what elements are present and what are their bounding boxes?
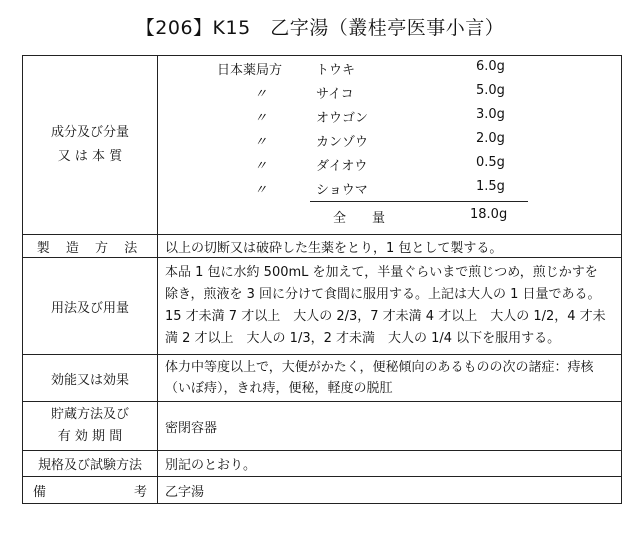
total-amount: 18.0g — [470, 207, 508, 222]
composition-label-line1: 成分及び分量 — [50, 125, 129, 140]
specification-value: 別記のとおり。 — [158, 451, 622, 477]
specification-row — [23, 451, 622, 477]
ingredient-name: カンゾウ — [316, 135, 369, 150]
ingredient-amount: 2.0g — [476, 131, 505, 146]
ingredient-list — [158, 56, 621, 234]
page-title: 【206】K15 乙字湯（叢桂亭医事小言） — [135, 17, 505, 39]
remarks-label — [23, 477, 158, 504]
remarks-value: 乙字湯 — [158, 477, 622, 504]
composition-value — [158, 56, 622, 235]
ingredient-name: ダイオウ — [316, 159, 368, 174]
ingredient-row — [158, 59, 621, 81]
manufacturing-value: 以上の切断又は破砕した生薬をとり，1 包として製する。 — [158, 235, 622, 258]
total-label: 全 量 — [333, 211, 386, 226]
ingredient-name: オウゴン — [316, 111, 369, 126]
total-row — [158, 207, 621, 229]
ditto-mark: 〃 — [254, 135, 268, 150]
ditto-mark: 〃 — [254, 111, 268, 126]
storage-label-line1: 貯蔵方法及び — [50, 407, 129, 422]
ditto-mark: 〃 — [254, 159, 268, 174]
composition-label — [23, 56, 158, 235]
efficacy-line: 体力中等度以上で，大便がかたく，便秘傾向のあるものの次の諸症：痔核 — [165, 360, 594, 375]
efficacy-value — [158, 355, 622, 402]
ingredient-amount: 5.0g — [476, 83, 505, 98]
ingredient-name: ショウマ — [316, 183, 368, 198]
storage-label — [23, 402, 158, 451]
usage-line: 満 2 才以上 大人の 1/3，2 才未満 大人の 1/4 以下を服用する。 — [165, 331, 561, 346]
efficacy-line: （いぼ痔），きれ痔，便秘，軽度の脱肛 — [165, 381, 393, 396]
remarks-row — [23, 477, 622, 504]
ingredient-name: サイコ — [316, 87, 354, 102]
remarks-label-right: 考 — [133, 484, 147, 500]
ingredient-name: トウキ — [316, 63, 356, 78]
usage-line: 除き，煎液を 3 回に分けて食間に服用する。上記は大人の 1 日量である。 — [165, 287, 601, 302]
storage-value: 密閉容器 — [158, 402, 622, 451]
ingredient-source: 日本薬局方 — [217, 63, 283, 78]
usage-label: 用法及び用量 — [23, 258, 158, 355]
total-rule — [310, 201, 528, 202]
ingredient-row — [158, 179, 621, 201]
monograph-table — [22, 55, 622, 504]
ingredient-amount: 1.5g — [476, 179, 505, 194]
composition-label-line2: 又 は 本 質 — [57, 149, 123, 164]
storage-row — [23, 402, 622, 451]
usage-row — [23, 258, 622, 355]
ingredient-row — [158, 131, 621, 153]
ingredient-amount: 0.5g — [476, 155, 505, 170]
ditto-mark: 〃 — [254, 183, 268, 198]
manufacturing-label — [23, 235, 158, 258]
ingredient-row — [158, 83, 621, 105]
remarks-label-left: 備 — [33, 484, 47, 500]
ingredient-amount: 3.0g — [476, 107, 505, 122]
ingredient-amount: 6.0g — [476, 59, 505, 74]
manufacturing-label-text: 製 造 方 法 — [36, 240, 144, 256]
efficacy-row — [23, 355, 622, 402]
manufacturing-row — [23, 235, 622, 258]
efficacy-label: 効能又は効果 — [23, 355, 158, 402]
usage-line: 本品 1 包に水約 500mL を加えて，半量ぐらいまで煎じつめ，煎じかすを — [165, 265, 598, 280]
usage-line: 15 才未満 7 才以上 大人の 2/3，7 才未満 4 才以上 大人の 1/2，4 才未 — [165, 309, 606, 324]
ingredient-row — [158, 155, 621, 177]
storage-label-line2: 有 効 期 間 — [57, 429, 123, 444]
specification-label: 規格及び試験方法 — [23, 451, 158, 477]
composition-row — [23, 56, 622, 235]
ingredient-row — [158, 107, 621, 129]
usage-value — [158, 258, 622, 355]
ditto-mark: 〃 — [254, 87, 268, 102]
